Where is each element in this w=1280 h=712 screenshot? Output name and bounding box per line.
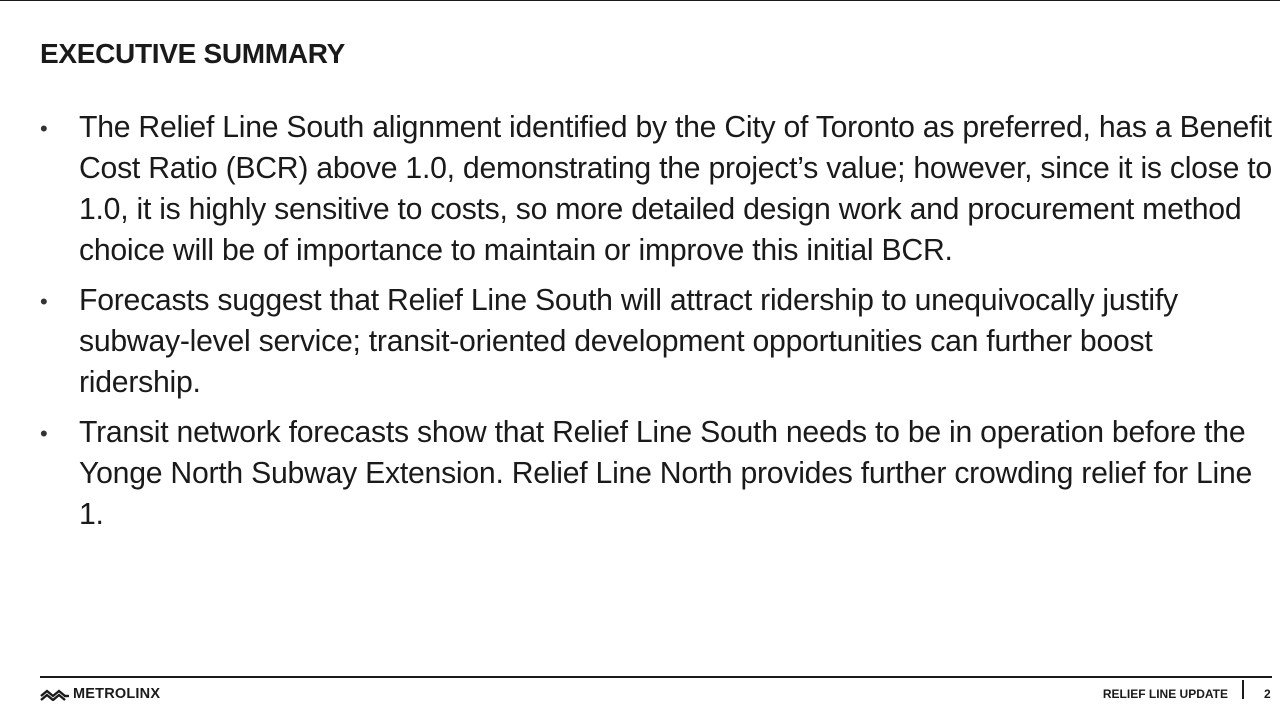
bullet-item (40, 107, 1272, 271)
bullet-item (40, 412, 1272, 535)
logo-wordmark: METROLINX (73, 686, 161, 702)
bullet-marker: • (40, 421, 48, 446)
footer-vertical-divider (1242, 680, 1244, 699)
bullet-marker: • (40, 116, 48, 141)
bullet-item (40, 280, 1272, 403)
page-number: 2 (1264, 687, 1271, 701)
top-border-line (0, 0, 1280, 1)
metrolinx-logo (40, 685, 160, 703)
footer-divider-line (40, 676, 1272, 678)
bullet-marker: • (40, 289, 48, 314)
bullet-text: Transit network forecasts show that Relief Line South needs to be in operation before the Yonge North Subway Extension. Relief Line North provides further crowding relief for Line 1. (79, 416, 1253, 531)
metrolinx-wave-icon (40, 687, 70, 701)
bullet-text: The Relief Line South alignment identified by the City of Toronto as preferred, has a Benefit Cost Ratio (BCR) above 1.0, demonstrating the project’s value; however, since it is close to 1.0, it is highly sensitive to costs, so more detailed design work and procurement method choice will be of importance to maintain or improve this initial BCR. (79, 111, 1272, 267)
summary-bullet-list (40, 107, 1272, 544)
slide-title: EXECUTIVE SUMMARY (40, 38, 346, 69)
footer-section-label: RELIEF LINE UPDATE (1102, 687, 1228, 701)
bullet-text: Forecasts suggest that Relief Line South will attract ridership to unequivocally justify subway-level service; transit-oriented development opportunities can further boost ridership. (79, 284, 1178, 399)
